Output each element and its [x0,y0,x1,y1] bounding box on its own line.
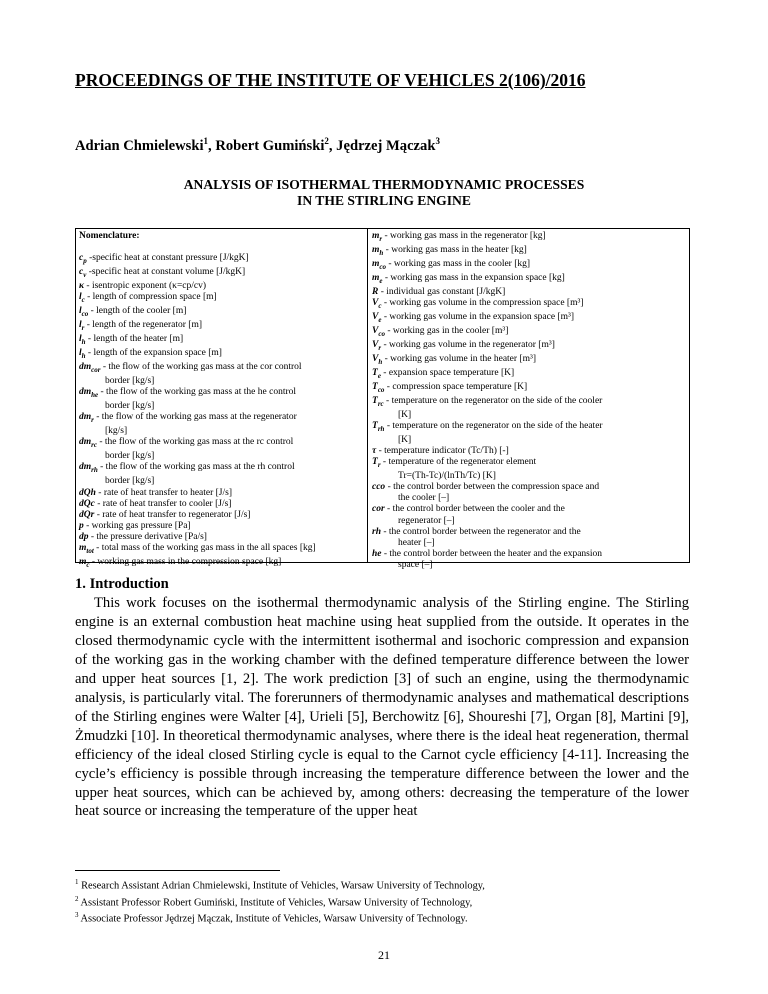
nomenclature-symbol: dm [79,362,92,373]
nomenclature-definition: - length of compression space [m] [84,292,217,303]
nomenclature-definition: - the flow of the working gas mass at the rh control [97,462,295,473]
nomenclature-entry [372,298,686,312]
nomenclature-subscript: h [81,352,86,361]
nomenclature-subscript: rc [91,441,97,450]
author-name: Robert Gumiński [215,137,325,154]
nomenclature-definition: - working gas volume in the heater [m³] [382,353,536,364]
nomenclature-entry [372,354,686,368]
nomenclature-symbol: dm [79,412,92,423]
nomenclature-subscript: c [81,296,85,305]
nomenclature-entry [79,320,363,334]
footnote-number: 2 [75,894,79,903]
nomenclature-definition: - the flow of the working gas mass at the he control [98,387,297,398]
nomenclature-subscript: co [378,329,385,338]
nomenclature-heading: Nomenclature: [79,231,140,241]
nomenclature-definition: - the flow of the working gas mass at the rc control [96,437,294,448]
nomenclature-entry [372,340,686,354]
nomenclature-definition: - the flow of the working gas mass at the cor control [100,362,302,373]
nomenclature-symbol: rh [372,526,381,537]
nomenclature-definition: - working gas mass in the regenerator [kg] [382,231,546,241]
nomenclature-entry [79,267,363,281]
nomenclature-right-column [372,231,686,571]
nomenclature-definition: - compression space temperature [K] [384,381,528,392]
nomenclature-entry [79,334,363,348]
intro-paragraph: This work focuses on the isothermal thermodynamic analysis of the Stirling engine. The Stirling engine is an external combustion heat machine using heat supplied from the outside. It operates in the closed thermodynamic cycle with the intermittent isothermal and isochoric compression and expansion of the working gas in the working chamber with the defined temperature difference between the lower and upper heat sources [1, 2]. The work prediction [3] of such an engine, using the thermodynamic analysis, is particularly vital. The forerunners of thermodynamic analyses and mathematical descriptions of the Stirling engines were Walter [4], Urieli [5], Berchowitz [6], Shoureshi [7], Organ [8], Martini [9], Żmudzki [10]. In theoretical thermodynamic analyses, where there is the ideal heat regeneration, thermal efficiency of the ideal closed Stirling cycle is equal to the Carnot cycle efficiency [4-11]. Increasing the cycle’s efficiency is possible through increasing the temperature difference between the lower and the upper heat sources, which can be achieved by, among others: decreasing the temperature of the lower heat source or increasing the temperature of the upper heat [75,595,689,820]
nomenclature-definition-continued: border [kg/s] [105,476,155,487]
paper-title-line: IN THE STIRLING ENGINE [297,193,471,208]
nomenclature-definition: - rate of heat transfer to heater [J/s] [95,487,233,498]
nomenclature-symbol: dQh [79,487,96,498]
paper-title [0,177,768,209]
nomenclature-entry [372,446,686,457]
nomenclature-subscript: c [378,301,382,310]
nomenclature-entry [372,326,686,340]
nomenclature-definition-continued: border [kg/s] [105,451,155,462]
nomenclature-subscript: rh [91,466,98,475]
nomenclature-symbol: T [372,421,378,431]
nomenclature-definition: - length of the expansion space [m] [85,348,222,359]
nomenclature-subscript: h [378,357,383,366]
nomenclature-symbol: p [79,520,84,531]
author-name: Adrian Chmielewski [75,137,204,154]
nomenclature-definition: - individual gas constant [J/kgK] [378,286,506,297]
nomenclature-definition-continued: regenerator [–] [398,515,455,526]
nomenclature-definition: - rate of heat transfer to regenerator [J/s] [94,509,251,520]
footnote-number: 1 [75,878,79,886]
nomenclature-entry [79,348,363,362]
nomenclature-symbol: T [372,457,378,468]
nomenclature-definition-continued: [kg/s] [105,426,128,437]
nomenclature-symbol: V [372,298,379,309]
page-number: 21 [378,948,390,962]
footnote [75,893,485,910]
nomenclature-symbol: dp [79,531,89,542]
author-affiliation-mark: 2 [324,136,329,146]
nomenclature-symbol: cco [372,482,386,493]
nomenclature-symbol: l [79,334,82,345]
nomenclature-subscript: e [379,276,383,285]
nomenclature-definition-continued: heater [–] [398,537,435,548]
nomenclature-entry [79,387,363,412]
nomenclature-entry [79,412,363,437]
nomenclature-definition: - the control border between the cooler and the [384,504,565,515]
nomenclature-entry [79,499,363,510]
nomenclature-symbol: κ [79,281,85,292]
nomenclature-symbol: he [372,548,382,559]
nomenclature-symbol: V [372,353,379,364]
footnote-number: 3 [75,911,79,920]
author-separator: , [328,137,337,154]
nomenclature-subscript: r [91,416,94,425]
nomenclature-definition: - total mass of the working gas mass in the all spaces [kg] [93,543,316,554]
nomenclature-subscript: co [377,385,385,394]
nomenclature-symbol: l [79,306,82,317]
nomenclature-entry [372,312,686,326]
nomenclature-entry [372,259,686,273]
nomenclature-definition-continued: space [–] [398,559,433,570]
author-name: Jędrzej Mączak [336,137,436,154]
nomenclature-entry [372,231,686,245]
nomenclature-subscript: v [83,271,87,280]
author-affiliation-mark: 3 [435,136,440,146]
footnote-text: Associate Professor Jędrzej Mączak, Institute of Vehicles, Warsaw University of Technology. [78,913,468,925]
nomenclature-definition: - working gas pressure [Pa] [83,520,191,531]
nomenclature-subscript: e [377,371,381,380]
nomenclature-entry [372,382,686,396]
nomenclature-definition: - length of the cooler [m] [88,306,187,317]
nomenclature-subscript: co [379,262,386,271]
nomenclature-subscript: r [81,324,85,333]
nomenclature-definition: - rate of heat transfer to cooler [J/s] [94,498,232,509]
nomenclature-symbol: c [79,267,84,278]
paper-title-line: ANALYSIS OF ISOTHERMAL THERMODYNAMIC PROCESSES [183,177,585,192]
journal-header: PROCEEDINGS OF THE INSTITUTE OF VEHICLES 2(106)/2016 [75,70,586,90]
nomenclature-definition: - working gas mass in the cooler [kg] [386,258,531,269]
nomenclature-entry [79,281,363,292]
nomenclature-symbol: cor [372,504,385,515]
nomenclature-definition: - working gas mass in the heater [kg] [383,244,527,255]
nomenclature-subscript: cor [91,366,101,375]
nomenclature-definition: -specific heat at constant pressure [J/kgK] [86,253,249,264]
author-separator: , [208,137,216,154]
nomenclature-entry [79,510,363,521]
nomenclature-definition: - working gas volume in the regenerator [m³] [381,339,555,350]
nomenclature-definition-continued: the cooler [–] [398,493,450,504]
nomenclature-entry [372,273,686,287]
nomenclature-subscript: r [378,343,382,352]
nomenclature-symbol: R [372,286,379,297]
nomenclature-subscript: r [379,234,383,243]
nomenclature-definition: - the control border between the compression space and [385,482,600,493]
footnote [75,876,485,893]
nomenclature-entry [372,368,686,382]
nomenclature-definition: - length of the regenerator [m] [84,320,203,331]
nomenclature-definition: - working gas mass in the expansion space [kg] [382,272,565,283]
nomenclature-symbol: V [372,339,379,350]
nomenclature-definition: - working gas mass in the compression space [kg] [89,557,282,568]
nomenclature-symbol: dQc [79,498,95,509]
nomenclature-symbol: dm [79,387,92,398]
nomenclature-subscript: rc [377,399,384,408]
nomenclature-symbol: l [79,320,82,331]
nomenclature-entry [79,292,363,306]
nomenclature-subscript: co [81,310,89,319]
nomenclature-symbol: V [372,312,379,323]
nomenclature-definition: - length of the heater [m] [85,334,184,345]
nomenclature-definition: - the pressure derivative [Pa/s] [88,531,207,542]
nomenclature-symbol: T [372,381,378,392]
footnote [75,909,485,926]
nomenclature-symbol: τ [372,446,377,457]
nomenclature-subscript: c [86,560,90,569]
nomenclature-definition: - working gas volume in the compression space [m³] [381,298,584,309]
footnote-rule [75,870,280,871]
nomenclature-symbol: T [372,367,378,378]
nomenclature-definition: - expansion space temperature [K] [380,367,515,378]
nomenclature-entry [372,245,686,259]
nomenclature-entry [79,253,363,267]
nomenclature-symbol: m [372,258,380,269]
nomenclature-symbol: V [372,326,379,336]
nomenclature-definition: -specific heat at constant volume [J/kgK] [86,267,246,278]
nomenclature-entry [79,462,363,487]
nomenclature-subscript: p [83,257,87,266]
nomenclature-definition-continued: [K] [398,434,412,445]
nomenclature-symbol: T [372,395,378,406]
nomenclature-entry [372,287,686,298]
nomenclature-column-divider [367,228,368,563]
nomenclature-definition: - the control border between the heater and the expansion [381,548,603,559]
nomenclature-subscript: h [81,338,86,347]
nomenclature-entry [79,543,363,557]
footnotes [75,876,485,926]
nomenclature-entry [79,306,363,320]
nomenclature-symbol: l [79,292,82,303]
nomenclature-subscript: he [91,391,99,400]
author-list [75,136,440,155]
nomenclature-subscript: rh [377,424,385,433]
nomenclature-definition: - temperature on the regenerator on the side of the cooler [383,395,603,406]
nomenclature-entry [79,557,363,571]
nomenclature-entry [79,532,363,543]
nomenclature-entry [372,527,686,549]
nomenclature-symbol: m [372,272,380,283]
nomenclature-definition: - working gas volume in the expansion space [m³] [381,312,574,323]
nomenclature-symbol: c [79,253,84,264]
nomenclature-definition-continued: border [kg/s] [105,376,155,387]
nomenclature-definition-continued: Tr=(Th-Tc)/(lnTh/Tc) [K] [398,471,496,482]
nomenclature-definition-continued: [K] [398,409,412,420]
nomenclature-subscript: h [379,248,384,257]
author-affiliation-mark: 1 [203,136,209,146]
nomenclature-symbol: m [372,244,380,255]
nomenclature-subscript: e [378,315,382,324]
nomenclature-definition: - the control border between the regenerator and the [380,526,581,537]
nomenclature-symbol: dm [79,462,92,473]
nomenclature-left-column [79,231,363,571]
nomenclature-entry [372,396,686,421]
nomenclature-entry [79,488,363,499]
footnote-text: Assistant Professor Robert Gumiński, Institute of Vehicles, Warsaw University of Technology, [78,897,473,909]
nomenclature-entry [79,437,363,462]
nomenclature-entry [372,549,686,571]
section-title: 1. Introduction [75,576,169,592]
nomenclature-definition: - isentropic exponent (κ=cp/cv) [84,281,207,292]
nomenclature-definition: - working gas in the cooler [m³] [384,326,509,336]
nomenclature-symbol: dQr [79,509,95,520]
nomenclature-definition-continued: border [kg/s] [105,401,155,412]
footnote-text: Research Assistant Adrian Chmielewski, Institute of Vehicles, Warsaw University of Technology, [78,880,485,892]
nomenclature-entry [372,421,686,446]
nomenclature-definition: - temperature indicator (Tc/Th) [-] [376,446,509,457]
nomenclature-symbol: m [372,231,380,241]
nomenclature-definition: - the flow of the working gas mass at the regenerator [93,412,297,423]
nomenclature-symbol: dm [79,437,92,448]
nomenclature-definition: - temperature of the regenerator element [380,457,537,468]
nomenclature-subscript: r [377,461,381,470]
nomenclature-entry [79,362,363,387]
nomenclature-subscript: tot [86,546,94,555]
nomenclature-symbol: m [79,557,87,568]
nomenclature-entry [79,521,363,532]
nomenclature-definition: - temperature on the regenerator on the side of the heater [384,421,603,431]
nomenclature-symbol: l [79,348,82,359]
nomenclature-entry [372,457,686,482]
nomenclature-symbol: m [79,543,87,554]
nomenclature-entry [372,482,686,504]
nomenclature-entry [372,504,686,526]
